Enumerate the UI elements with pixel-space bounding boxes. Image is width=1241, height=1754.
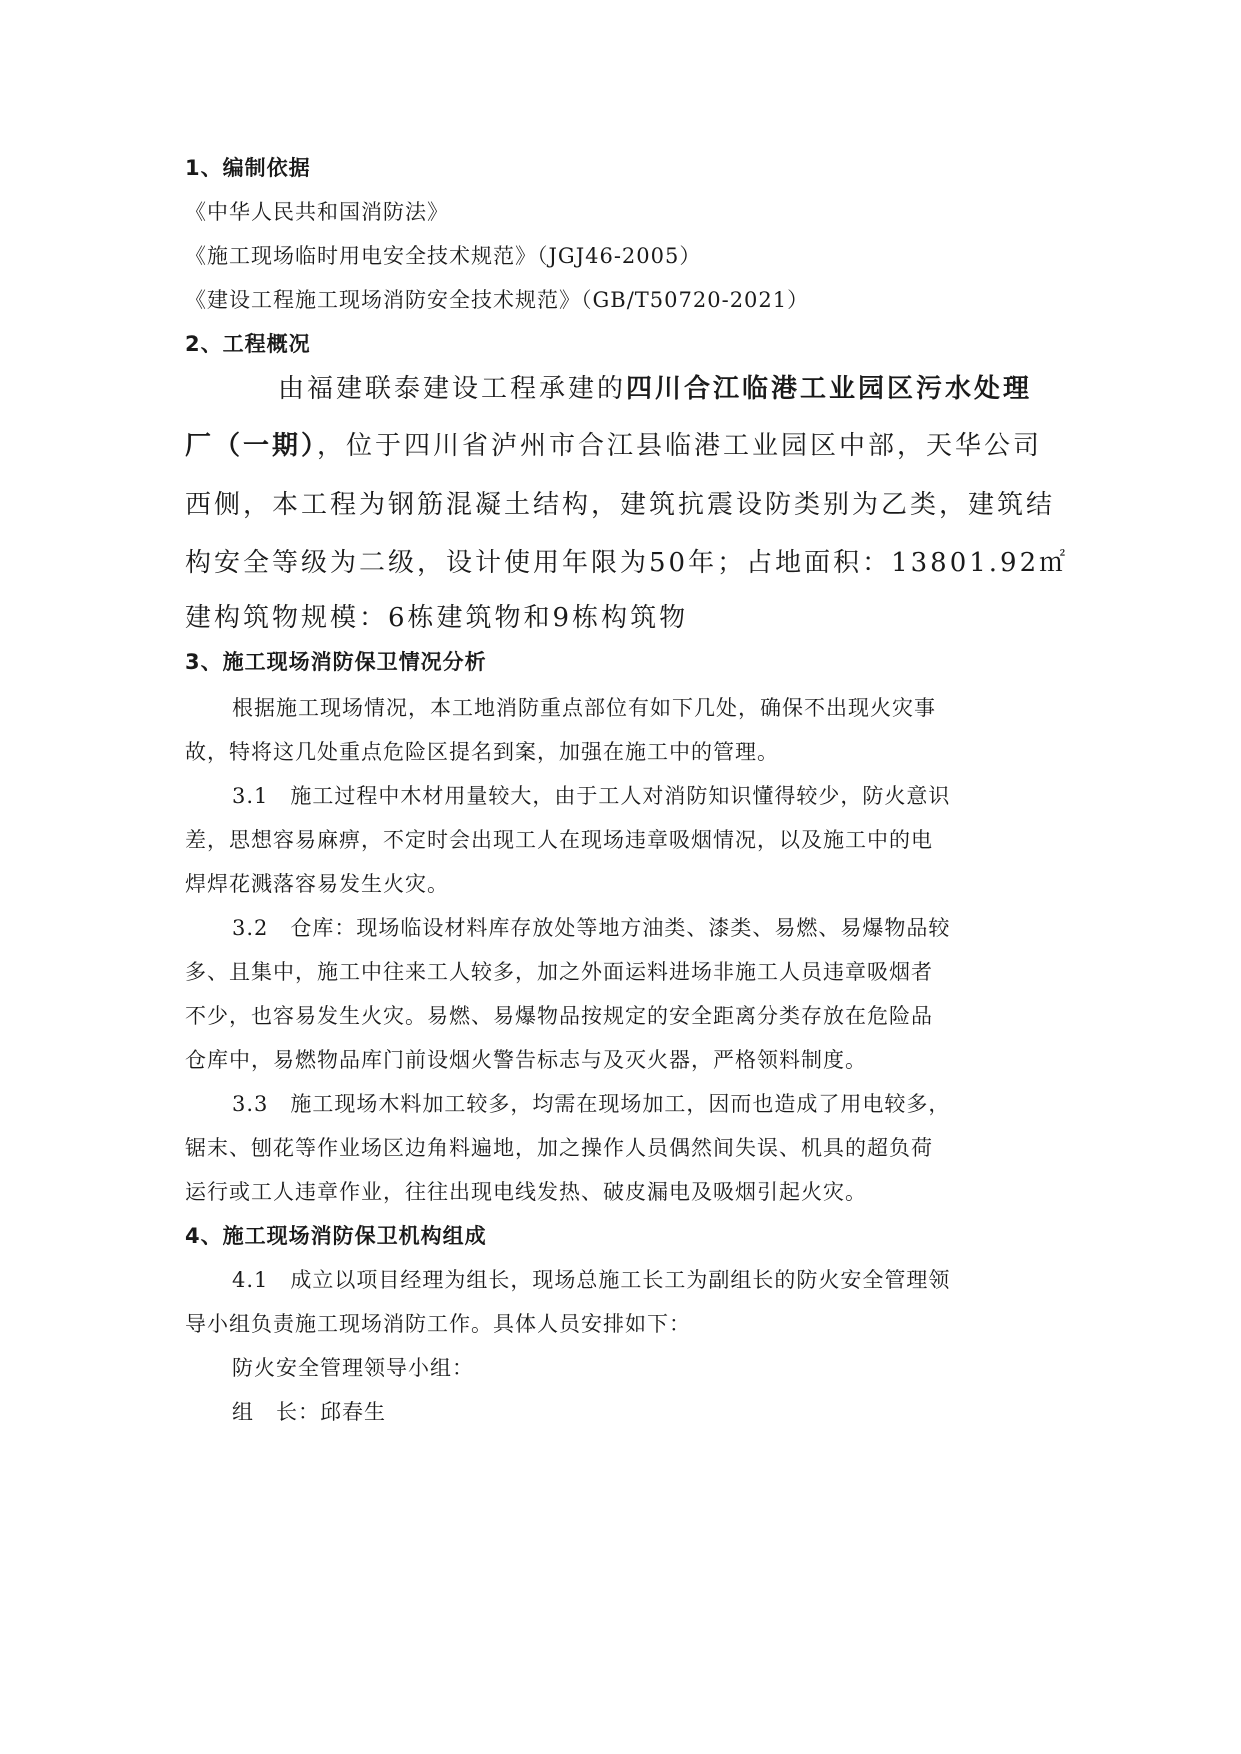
overview-text: 由福建联泰建设工程承建的 — [278, 374, 627, 404]
analysis-line: 仓库中，易燃物品库门前设烟火警告标志与及灭火器，严格领料制度。 — [185, 1048, 867, 1072]
section-4-heading: 4、施工现场消防保卫机构组成 — [185, 1224, 487, 1248]
organization-line: 防火安全管理领导小组： — [232, 1356, 474, 1380]
analysis-line: 多、且集中，施工中往来工人较多，加之外面运料进场非施工人员违章吸烟者 — [185, 960, 933, 984]
analysis-line: 焊焊花溅落容易发生火灾。 — [185, 872, 449, 896]
overview-line-1 — [278, 368, 1032, 405]
analysis-line: 不少，也容易发生火灾。易燃、易爆物品按规定的安全距离分类存放在危险品 — [185, 1004, 933, 1028]
analysis-line: 故，特将这几处重点危险区提名到案，加强在施工中的管理。 — [185, 740, 779, 764]
organization-line: 组 长：邱春生 — [232, 1400, 386, 1424]
reference-1: 《中华人民共和国消防法》 — [185, 200, 449, 224]
analysis-line: 差，思想容易麻痹，不定时会出现工人在现场违章吸烟情况，以及施工中的电 — [185, 828, 933, 852]
project-name: 四川合江临港工业园区污水处理 — [626, 374, 1033, 404]
reference-2: 《施工现场临时用电安全技术规范》（JGJ46-2005） — [185, 244, 702, 268]
organization-line: 导小组负责施工现场消防工作。具体人员安排如下： — [185, 1312, 691, 1336]
overview-line-2 — [185, 425, 1042, 462]
project-name-cont: 厂（一期） — [185, 431, 318, 461]
analysis-line: 运行或工人违章作业，往往出现电线发热、破皮漏电及吸烟引起火灾。 — [185, 1180, 867, 1204]
section-1-heading: 1、编制依据 — [185, 156, 311, 180]
overview-line-4: 构安全等级为二级，设计使用年限为50年；占地面积：13801.92㎡ — [185, 548, 1069, 578]
analysis-line: 锯末、刨花等作业场区边角料遍地，加之操作人员偶然间失误、机具的超负荷 — [185, 1136, 933, 1160]
reference-3: 《建设工程施工现场消防安全技术规范》（GB/T50720-2021） — [185, 288, 810, 312]
analysis-line: 根据施工现场情况，本工地消防重点部位有如下几处，确保不出现火灾事 — [232, 696, 936, 720]
overview-text: ，位于四川省泸州市合江县临港工业园区中部，天华公司 — [317, 431, 1043, 461]
section-3-heading: 3、施工现场消防保卫情况分析 — [185, 650, 487, 674]
analysis-line: 3.3 施工现场木料加工较多，均需在现场加工，因而也造成了用电较多， — [232, 1092, 951, 1116]
overview-line-3: 西侧，本工程为钢筋混凝土结构，建筑抗震设防类别为乙类，建筑结 — [185, 490, 1056, 520]
overview-line-5: 建构筑物规模：6栋建筑物和9栋构筑物 — [185, 603, 689, 633]
analysis-line: 3.1 施工过程中木材用量较大，由于工人对消防知识懂得较少，防火意识 — [232, 784, 951, 808]
analysis-line: 3.2 仓库：现场临设材料库存放处等地方油类、漆类、易燃、易爆物品较 — [232, 916, 951, 940]
section-2-heading: 2、工程概况 — [185, 332, 311, 356]
organization-line: 4.1 成立以项目经理为组长，现场总施工长工为副组长的防火安全管理领 — [232, 1268, 951, 1292]
